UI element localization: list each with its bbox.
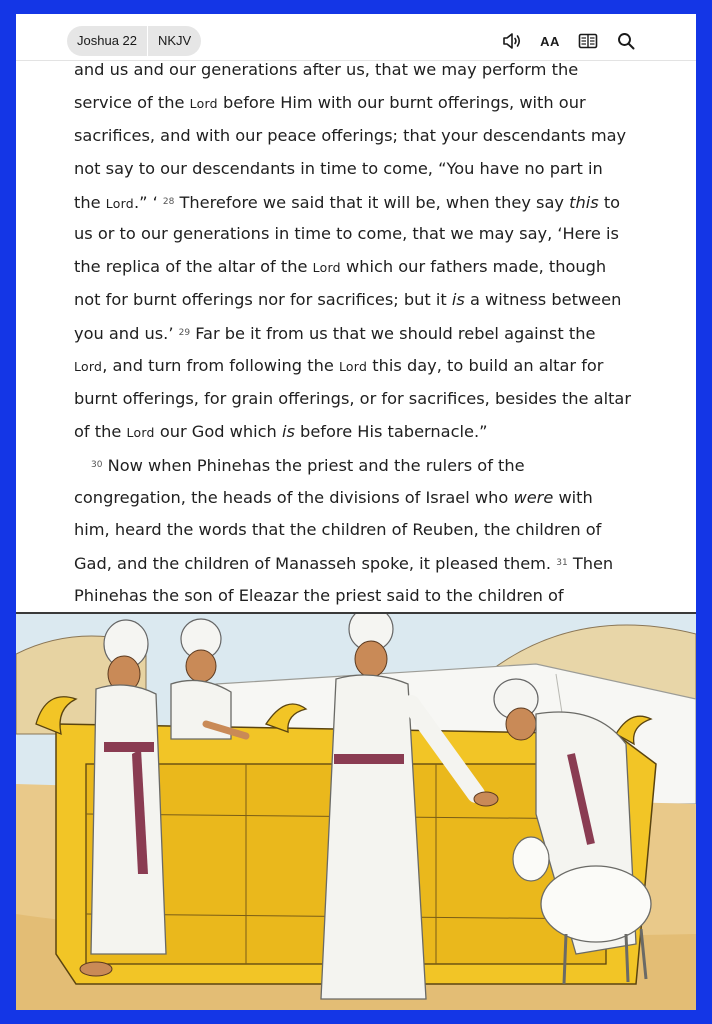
text-line: and us and our generations after us, that we may perform the [74, 60, 579, 79]
lord-small-caps: Lord [312, 260, 341, 276]
lord-small-caps: Lord [338, 359, 368, 375]
text-line: not say to our descendants in time to come, “You have no part in [74, 158, 603, 178]
text-line: congregation, the heads of the divisions of Israel who were with [74, 487, 593, 507]
text-line: $^{30}$ Now when Phinehas the priest and the rulers of the [91, 455, 525, 475]
text-line: him, heard the words that the children of Reuben, the children of [74, 520, 602, 540]
lord-small-caps: Lord [74, 359, 103, 375]
text-line: us or to our generations in time to come, that we may say, ‘Here is [74, 224, 619, 244]
text-line: of the Lord our God which is before His tabernacle.” [74, 421, 488, 441]
passage-selector[interactable] [67, 26, 201, 56]
lord-small-caps: Lord [105, 195, 134, 211]
verse-number[interactable]: 29 [178, 328, 191, 339]
text-line: sacrifices, and with our peace offerings; that your descendants may [74, 125, 627, 145]
verse-number[interactable]: 30 [91, 459, 103, 470]
book-chapter-button[interactable]: Joshua 22 [77, 33, 137, 48]
altar-scene-image [16, 614, 696, 1010]
text-line: Phinehas the son of Eleazar the priest said to the children of [74, 586, 564, 606]
text-line: service of the Lord before Him with our burnt offerings, with our [74, 92, 586, 112]
verse-number[interactable]: 28 [162, 196, 175, 207]
speaker-icon[interactable] [500, 29, 524, 53]
lord-small-caps: Lord [126, 424, 155, 440]
version-button[interactable]: NKJV [158, 33, 192, 48]
text-size-icon[interactable]: AA [540, 33, 560, 49]
illustration [16, 612, 696, 1010]
text-line: Lord, and turn from following the Lord this day, to build an altar for [74, 356, 604, 376]
search-icon[interactable] [614, 29, 638, 53]
text-line: you and us.’ $^{29}$ Far be it from us that we should rebel against the [74, 324, 596, 344]
text-line: burnt offerings, for grain offerings, or for sacrifices, besides the altar [74, 388, 631, 408]
lord-small-caps: Lord [189, 95, 218, 111]
text-line: the replica of the altar of the Lord which our fathers made, though [74, 257, 607, 277]
text-line: the Lord.” ‘ $^{28}$ Therefore we said that it will be, when they say this to [74, 192, 621, 212]
passage-text [74, 54, 654, 613]
text-line: not for burnt offerings nor for sacrifices; but it is a witness between [74, 290, 622, 310]
reader-icon[interactable] [576, 29, 600, 53]
verse-number[interactable]: 31 [556, 558, 568, 569]
text-line: Gad, and the children of Manasseh spoke, it pleased them. $^{31}$ Then [74, 554, 614, 574]
toolbar-icons [486, 29, 638, 53]
reader-page [16, 14, 696, 1010]
